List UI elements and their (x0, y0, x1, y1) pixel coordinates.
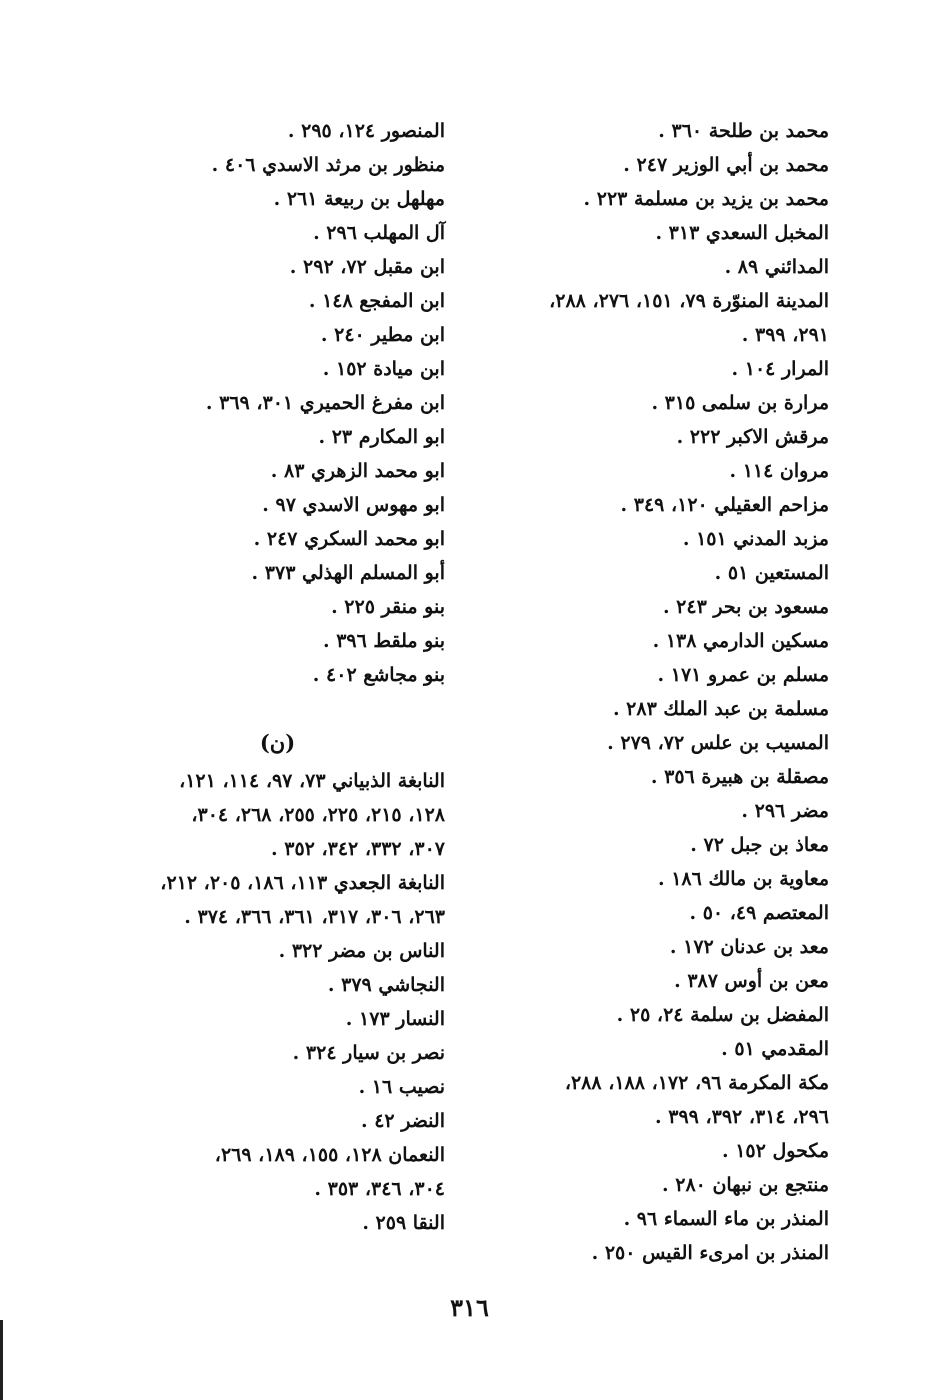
index-entry: المسيب بن علس ٧٢، ٢٧٩ . (607, 732, 829, 754)
index-entry: مهلهل بن ربيعة ٢٦١ . (273, 188, 445, 210)
index-entry: ابو محمد السكري ٢٤٧ . (253, 528, 445, 550)
index-entry: مروان ١١٤ . (729, 460, 829, 482)
index-entry: النضر ٤٢ . (360, 1110, 445, 1132)
index-entry: مكة المكرمة ٩٦، ١٧٢، ١٨٨، ٢٨٨، (564, 1072, 829, 1094)
index-entry: معد بن عدنان ١٧٢ . (669, 936, 829, 958)
index-entry: مزبد المدني ١٥١ . (682, 528, 829, 550)
index-entry: المدينة المنوّرة ٧٩، ١٥١، ٢٧٦، ٢٨٨، (549, 290, 829, 312)
index-entry: مزاحم العقيلي ١٢٠، ٣٤٩ . (620, 494, 829, 516)
index-entry: مسكين الدارمي ١٣٨ . (652, 630, 829, 652)
index-entry: المدائني ٨٩ . (724, 256, 829, 278)
index-entry: بنو ملقط ٣٩٦ . (322, 630, 445, 652)
index-entry: المقدمي ٥١ . (721, 1038, 829, 1060)
index-entry: المستعين ٥١ . (714, 562, 829, 584)
index-entry: ٢٦٣، ٣٠٦، ٣١٧، ٣٦١، ٣٦٦، ٣٧٤ . (184, 906, 445, 928)
index-entries-mim (110, 114, 445, 692)
index-entry: مسلمة بن عبد الملك ٢٨٣ . (612, 698, 829, 720)
index-entry: ٣٠٧، ٣٣٢، ٣٤٢، ٣٥٢ . (271, 838, 445, 860)
index-column-left (110, 114, 445, 1240)
index-entry: المعتصم ٤٩، ٥٠ . (689, 902, 829, 924)
index-entry: مسلم بن عمرو ١٧١ . (657, 664, 829, 686)
index-entry: بنو منقر ٢٢٥ . (331, 596, 445, 618)
index-entry: أبو المسلم الهذلي ٣٧٣ . (251, 562, 445, 584)
index-entry: النقا ٢٥٩ . (362, 1212, 445, 1234)
index-entry: ٢٩١، ٣٩٩ . (741, 324, 829, 346)
index-entry: ابن مقبل ٧٢، ٢٩٢ . (289, 256, 445, 278)
index-entry: النجاشي ٣٧٩ . (327, 974, 445, 996)
index-column-right (489, 114, 829, 1270)
index-entry: مسعود بن بحر ٢٤٣ . (662, 596, 829, 618)
index-entry: محمد بن طلحة ٣٦٠ . (658, 120, 829, 142)
index-entry: المرار ١٠٤ . (731, 358, 829, 380)
index-entry: ابن مطير ٢٤٠ . (320, 324, 445, 346)
section-heading-nun: (ن) (259, 730, 296, 755)
index-entry: ابو مهوس الاسدي ٩٧ . (262, 494, 445, 516)
index-entry: مضر ٢٩٦ . (741, 800, 829, 822)
index-entry: مكحول ١٥٢ . (721, 1140, 829, 1162)
index-entry: منتجع بن نبهان ٢٨٠ . (662, 1174, 829, 1196)
page-number: ٣١٦ (450, 1293, 489, 1322)
index-entry: الناس بن مضر ٣٢٢ . (278, 940, 445, 962)
index-entry: ابن ميادة ١٥٢ . (322, 358, 445, 380)
index-entry: آل المهلب ٢٩٦ . (313, 222, 445, 244)
index-entry: المفضل بن سلمة ٢٤، ٢٥ . (616, 1004, 829, 1026)
index-entry: ٢٩٦، ٣١٤، ٣٩٢، ٣٩٩ . (655, 1106, 829, 1128)
index-entry: النسار ١٧٣ . (345, 1008, 445, 1030)
index-entry: بنو مجاشع ٤٠٢ . (312, 664, 445, 686)
index-entry: نصيب ١٦ . (358, 1076, 445, 1098)
index-entry: المنصور ١٢٤، ٢٩٥ . (287, 120, 445, 142)
index-entries-nun (110, 764, 445, 1240)
index-entry: ١٢٨، ٢١٥، ٢٢٥، ٢٥٥، ٢٦٨، ٣٠٤، (191, 804, 445, 826)
index-entry: مرارة بن سلمى ٣١٥ . (651, 392, 829, 414)
index-entry: النابغة الجعدي ١١٣، ١٨٦، ٢٠٥، ٢١٢، (160, 872, 445, 894)
index-entry: نصر بن سيار ٣٢٤ . (292, 1042, 445, 1064)
index-entry: النابغة الذبياني ٧٣، ٩٧، ١١٤، ١٢١، (179, 770, 445, 792)
index-entry: ابو المكارم ٢٣ . (318, 426, 445, 448)
index-entry: ابن مفرغ الحميري ٣٠١، ٣٦٩ . (205, 392, 445, 414)
index-entry: ٣٠٤، ٣٤٦، ٣٥٣ . (314, 1178, 445, 1200)
index-entry: ابن المفجع ١٤٨ . (308, 290, 445, 312)
index-entry: معاذ بن جبل ٧٢ . (690, 834, 829, 856)
index-entry: ابو محمد الزهري ٨٣ . (270, 460, 445, 482)
index-entry: مصقلة بن هبيرة ٣٥٦ . (650, 766, 829, 788)
scan-edge-mark (0, 1320, 3, 1400)
index-entry: معن بن أوس ٣٨٧ . (674, 970, 829, 992)
index-entry: المنذر بن امرىء القيس ٢٥٠ . (591, 1242, 829, 1264)
index-entry: النعمان ١٢٨، ١٥٥، ١٨٩، ٢٦٩، (214, 1144, 445, 1166)
index-entry: المخبل السعدي ٣١٣ . (655, 222, 829, 244)
index-entry: مرقش الاكبر ٢٢٢ . (676, 426, 829, 448)
index-entry: معاوية بن مالك ١٨٦ . (657, 868, 829, 890)
index-entry: محمد بن يزيد بن مسلمة ٢٢٣ . (583, 188, 829, 210)
index-entry: محمد بن أبي الوزير ٢٤٧ . (623, 154, 829, 176)
index-entry: المنذر بن ماء السماء ٩٦ . (623, 1208, 829, 1230)
index-entry: منظور بن مرثد الاسدي ٤٠٦ . (211, 154, 445, 176)
